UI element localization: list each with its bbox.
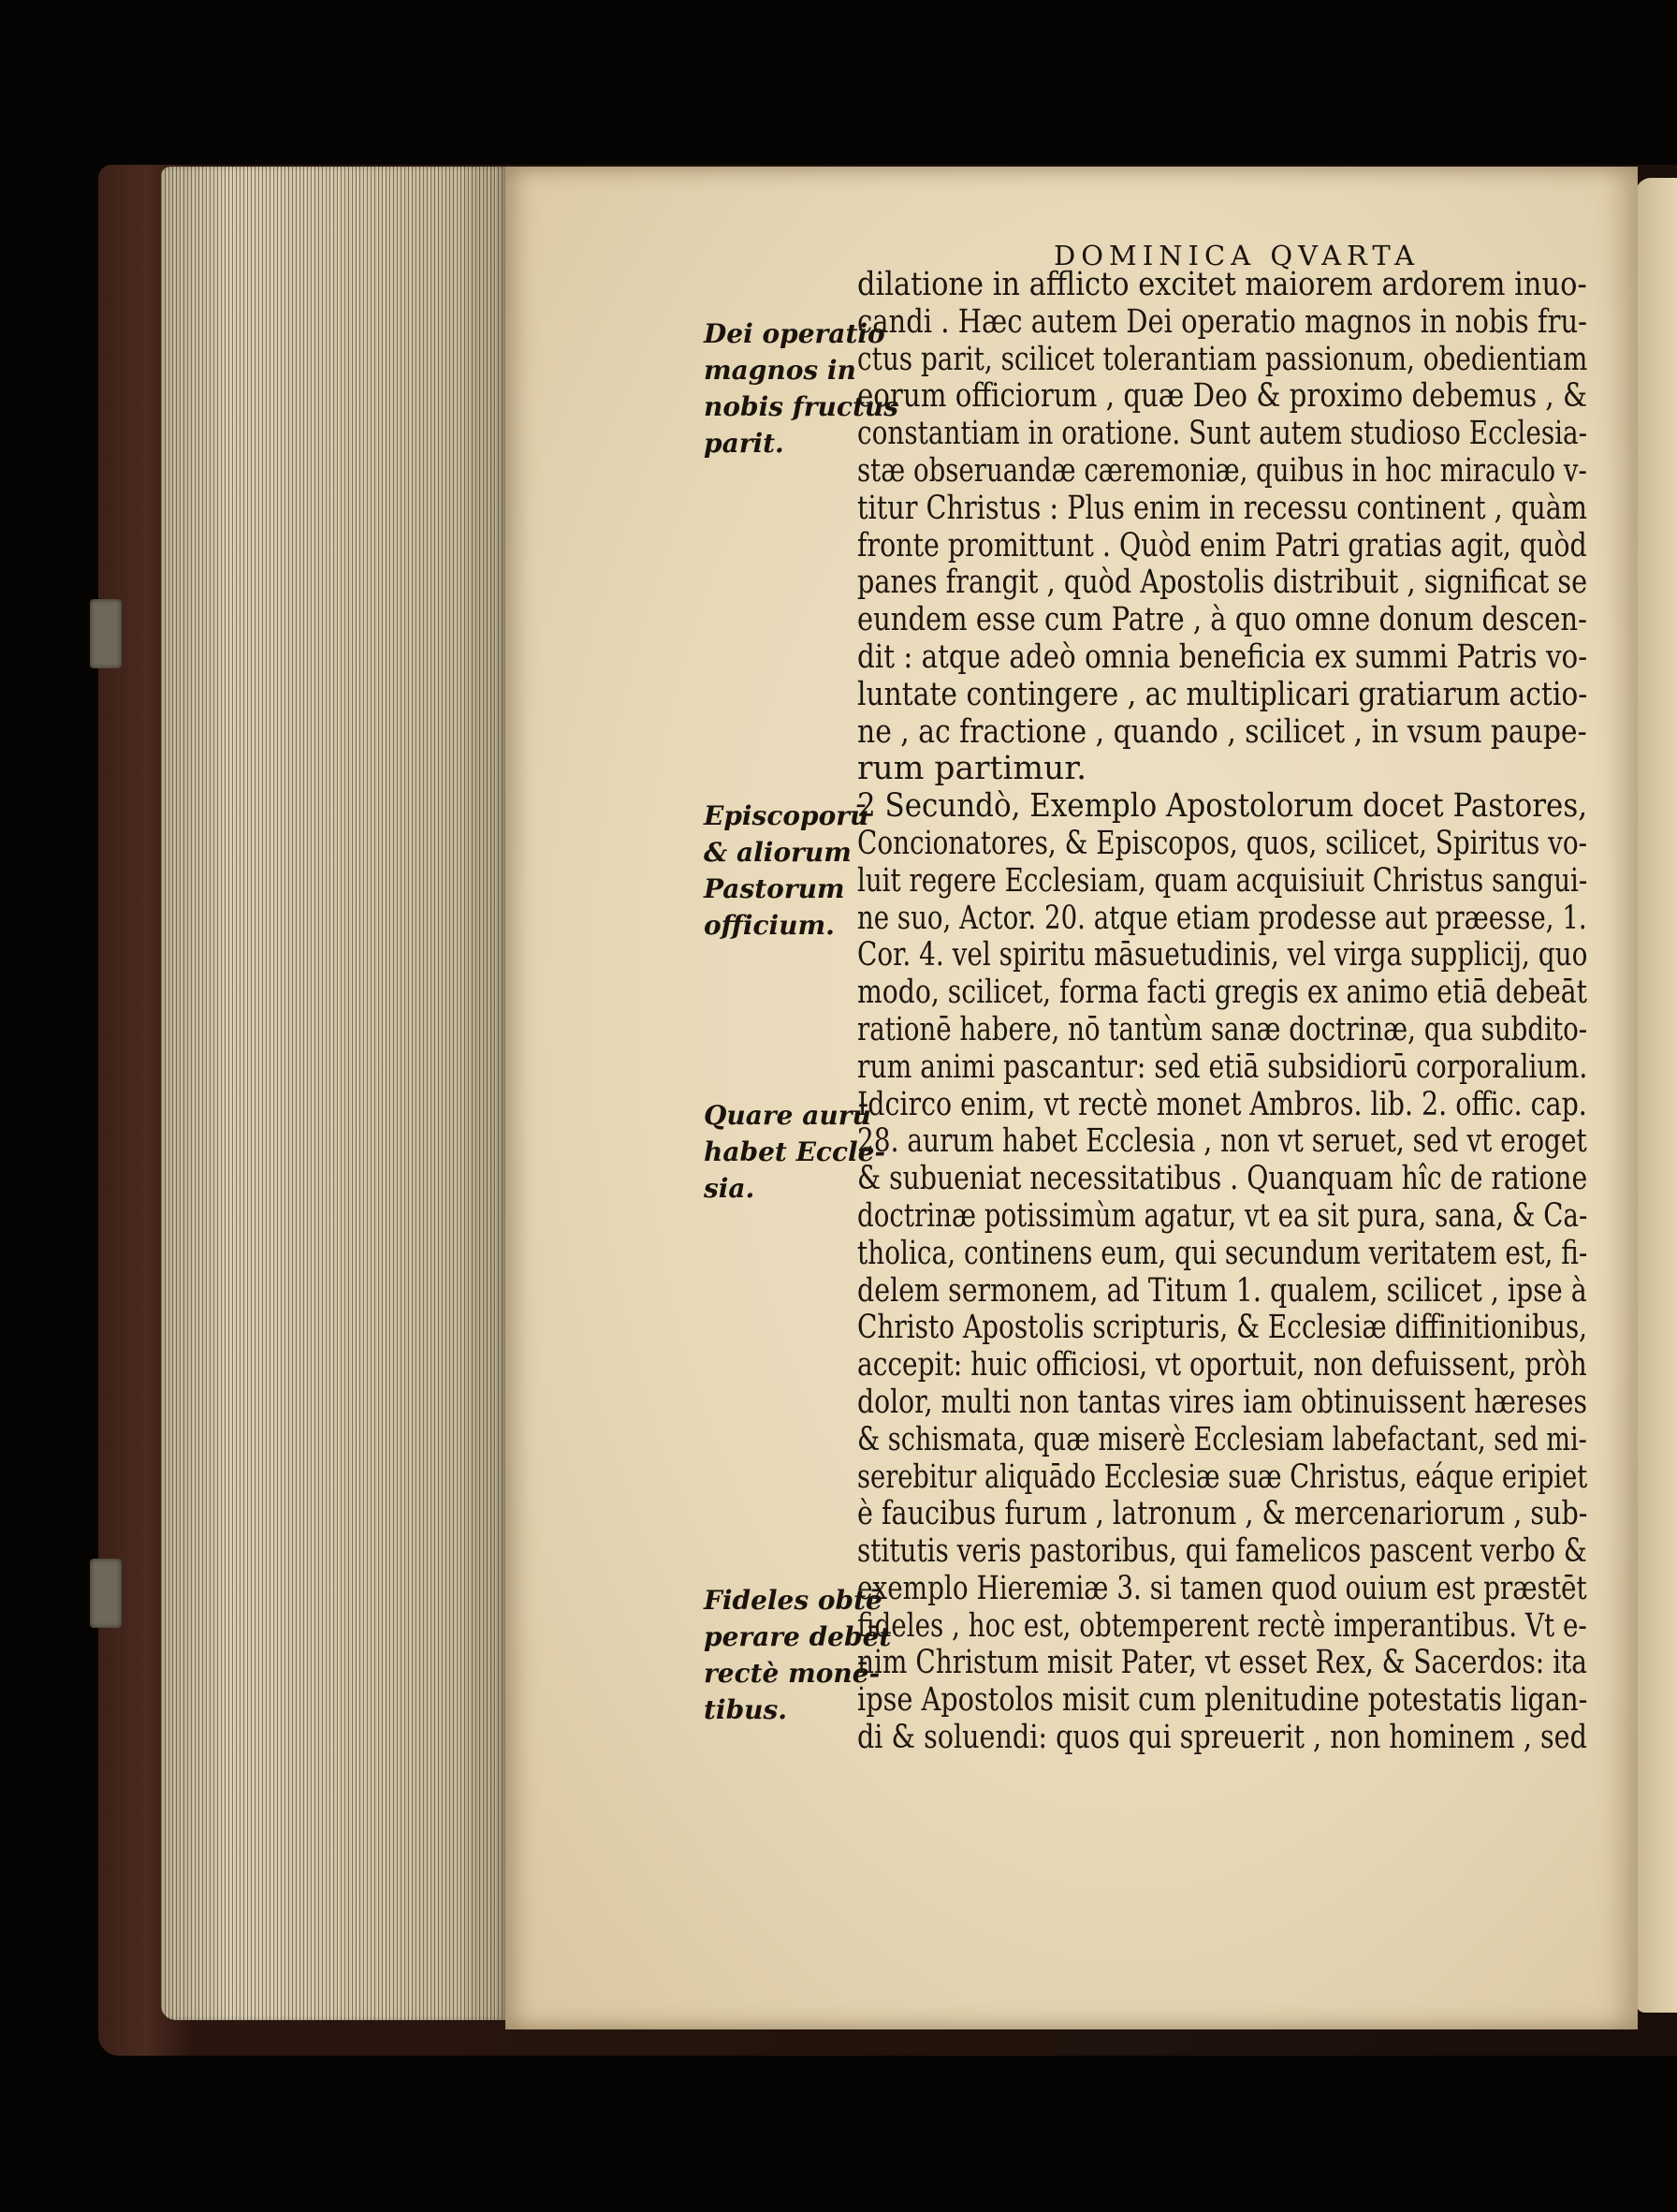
text-line: & subueniat necessitatibus . Quanquam hîc de ratione bbox=[857, 1160, 1588, 1198]
sidenote bbox=[704, 1582, 892, 1728]
text-line: candi . Hæc autem Dei operatio magnos in nobis fru- bbox=[857, 302, 1587, 341]
text-line: doctrinæ potissimùm agatur, vt ea sit pura, sana, & Ca- bbox=[857, 1196, 1588, 1235]
sidenote-line: Episcoporū bbox=[704, 800, 869, 831]
text-line: ipse Apostolos misit cum plenitudine potestatis ligan- bbox=[857, 1681, 1588, 1720]
page-block-edges bbox=[161, 167, 507, 2020]
text-line: ctus parit, scilicet tolerantiam passionum, obedientiam bbox=[857, 340, 1588, 378]
text-line: 28. aurum habet Ecclesia , non vt seruet, sed vt eroget bbox=[857, 1122, 1587, 1161]
text-line: nim Christum misit Pater, vt esset Rex, & Sacerdos: ita bbox=[857, 1644, 1587, 1682]
text-line: exemplo Hieremiæ 3. si tamen quod ouium est præstēt bbox=[857, 1569, 1587, 1607]
sidenote-line: Dei operatio bbox=[704, 318, 885, 349]
text-line: ne suo, Actor. 20. atque etiam prodesse aut præesse, 1. bbox=[857, 899, 1587, 937]
text-line: dit : atque adeò omnia beneficia ex summi Patris vo- bbox=[857, 637, 1588, 676]
sidenote-line: Pastorum bbox=[704, 873, 845, 904]
text-line: dilatione in afflicto excitet maiorem ardorem inuo- bbox=[857, 266, 1587, 303]
sidenote-line: nobis fructus bbox=[704, 391, 899, 422]
text-line: 2 Secundò, Exemplo Apostolorum docet Pastores, bbox=[857, 787, 1588, 826]
text-line: di & soluendi: quos qui spreuerit , non hominem , sed bbox=[857, 1719, 1587, 1757]
sidenote-line: Fideles obtē bbox=[704, 1585, 882, 1616]
text-line: tholica, continens eum, qui secundum veritatem est, fi- bbox=[857, 1234, 1588, 1272]
text-line: dolor, multi non tantas vires iam obtinuissent hæreses bbox=[857, 1383, 1587, 1421]
text-line: titur Christus : Plus enim in recessu continent , quàm bbox=[857, 489, 1588, 527]
text-line: eundem esse cum Patre , à quo omne donum descen- bbox=[857, 601, 1587, 639]
sidenote-line: & aliorum bbox=[704, 837, 852, 868]
text-line: luit regere Ecclesiam, quam acquisiuit Christus sangui- bbox=[857, 861, 1588, 900]
clasp bbox=[90, 599, 122, 668]
text-line: modo, scilicet, forma facti gregis ex animo etiā debeāt bbox=[857, 974, 1587, 1012]
text-line: rum animi pascantur: sed etiā subsidiorū corporalium. bbox=[857, 1047, 1588, 1086]
text-line: Idcirco enim, vt rectè monet Ambros. lib. 2. offic. cap. bbox=[857, 1085, 1587, 1123]
text-line: & schismata, quæ miserè Ecclesiam labefactant, sed mi- bbox=[857, 1420, 1587, 1458]
text-line: è faucibus furum , latronum , & mercenariorum , sub- bbox=[857, 1495, 1588, 1533]
running-head: DOMINICA QVARTA bbox=[1054, 240, 1421, 271]
body-text bbox=[857, 267, 1587, 1757]
text-line: accepit: huic officiosi, vt oportuit, non defuissent, pròh bbox=[857, 1346, 1587, 1384]
text-line: eorum officiorum , quæ Deo & proximo debemus , & bbox=[857, 377, 1588, 416]
text-line: Cor. 4. vel spiritu māsuetudinis, vel virga supplicij, quo bbox=[857, 936, 1588, 974]
clasp bbox=[90, 1559, 122, 1628]
text-line: luntate contingere , ac multiplicari gratiarum actio- bbox=[857, 675, 1588, 713]
sidenote-line: sia. bbox=[704, 1173, 755, 1204]
text-line: ne , ac fractione , quando , scilicet , in vsum paupe- bbox=[857, 712, 1587, 751]
facing-page-edge bbox=[1636, 178, 1677, 2013]
sidenote-line: parit. bbox=[704, 428, 784, 459]
text-line: rationē habere, nō tantùm sanæ doctrinæ, qua subdito- bbox=[857, 1010, 1588, 1048]
text-line: serebitur aliquādo Ecclesiæ suæ Christus, eáque eripiet bbox=[857, 1458, 1588, 1496]
text-line: constantiam in oratione. Sunt autem studioso Ecclesia- bbox=[857, 415, 1588, 453]
sidenote-line: rectè monē- bbox=[704, 1658, 881, 1689]
sidenote-line: perare debēt bbox=[704, 1621, 892, 1652]
text-line: Christo Apostolis scripturis, & Ecclesiæ diffinitionibus, bbox=[857, 1309, 1588, 1347]
sidenote-line: officium. bbox=[704, 910, 835, 941]
sidenote-line: tibus. bbox=[704, 1694, 788, 1725]
text-line: stæ obseruandæ cæremoniæ, quibus in hoc miraculo v- bbox=[857, 451, 1587, 490]
text-line: fideles , hoc est, obtemperent rectè imperantibus. Vt e- bbox=[857, 1606, 1587, 1645]
text-line: rum partimur. bbox=[857, 750, 1087, 788]
sidenote-line: Quare aurū bbox=[704, 1100, 871, 1131]
sidenote-line: habet Eccle- bbox=[704, 1136, 886, 1167]
text-line: stitutis veris pastoribus, qui famelicos pascent verbo & bbox=[857, 1532, 1587, 1571]
sidenote bbox=[704, 798, 869, 944]
text-line: delem sermonem, ad Titum 1. qualem, scilicet , ipse à bbox=[857, 1271, 1587, 1310]
text-line: Concionatores, & Episcopos, quos, scilicet, Spiritus vo- bbox=[857, 824, 1588, 862]
text-line: panes frangit , quòd Apostolis distribuit , significat se bbox=[857, 564, 1588, 602]
sidenote-line: magnos in bbox=[704, 355, 856, 386]
sidenote bbox=[704, 1097, 886, 1207]
sidenote bbox=[704, 315, 899, 461]
text-line: fronte promittunt . Quòd enim Patri gratias agit, quòd bbox=[857, 526, 1587, 564]
